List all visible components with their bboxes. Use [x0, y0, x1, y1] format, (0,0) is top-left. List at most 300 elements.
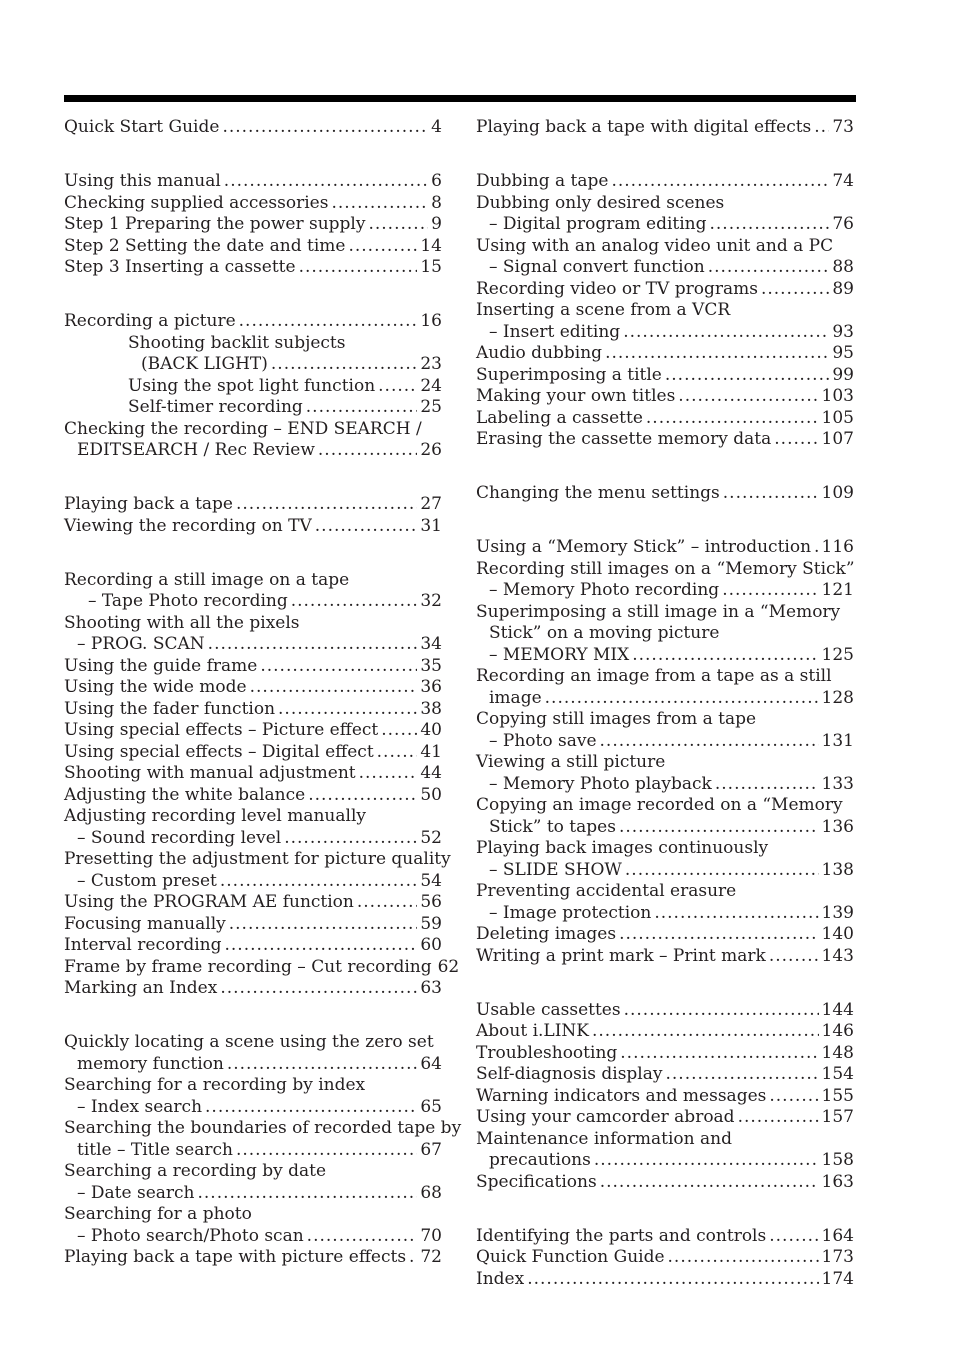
toc-entry-title: Using special effects – Picture effect: [64, 720, 379, 740]
dot-leader: [357, 892, 417, 914]
toc-entry-title: Playing back images continuously: [476, 838, 769, 858]
toc-page-number: 41: [420, 741, 442, 762]
toc-entry-title: Maintenance information and: [476, 1128, 732, 1149]
toc-entry[interactable]: [476, 1107, 854, 1129]
toc-entry-title: Troubleshooting: [476, 1042, 618, 1063]
toc-entry[interactable]: [64, 914, 442, 936]
toc-entry[interactable]: [64, 214, 442, 236]
dot-leader: [710, 214, 830, 236]
toc-entry[interactable]: [64, 397, 442, 419]
toc-entry-title: – SLIDE SHOW: [489, 859, 622, 880]
toc-page-number: 105: [821, 407, 854, 428]
toc-page-number: 38: [420, 698, 442, 719]
toc-page-number: 139: [821, 902, 854, 923]
dot-leader: [600, 731, 819, 753]
toc-entry[interactable]: [476, 1000, 854, 1022]
dot-leader: [331, 193, 428, 215]
toc-entry-title: Using special effects – Digital effect: [64, 741, 374, 762]
toc-entry-title: Step 2 Setting the date and time: [64, 235, 346, 256]
dot-leader: [715, 774, 819, 796]
toc-entry-title: Checking the recording – END SEARCH /: [64, 418, 422, 439]
toc-page-number: 174: [821, 1268, 854, 1289]
toc-entry-title: Using a “Memory Stick” – introduction: [476, 537, 812, 557]
toc-page-number: 99: [832, 364, 854, 385]
toc-entry[interactable]: [64, 1204, 442, 1247]
toc-page-number: 65: [420, 1096, 442, 1117]
toc-entry[interactable]: [476, 752, 854, 795]
toc-entry-title: Quickly locating a scene using the zero set: [64, 1032, 434, 1052]
dot-leader: [605, 343, 829, 365]
dot-leader: [665, 365, 829, 387]
toc-page-number: 16: [420, 311, 442, 331]
toc-entry-title: Making your own titles: [476, 386, 676, 406]
toc-page-number: 8: [431, 192, 442, 213]
toc-page-number: 26: [420, 440, 442, 460]
toc-page-number: 27: [420, 494, 442, 514]
toc-entry[interactable]: [476, 1129, 854, 1172]
toc-entry[interactable]: [64, 1118, 462, 1161]
header-rule: [64, 95, 856, 102]
toc-entry-title: Searching the boundaries of recorded tape by: [64, 1118, 462, 1138]
toc-entry-title: Searching for a photo: [64, 1204, 252, 1224]
toc-entry-title: image: [489, 687, 542, 708]
toc-page-number: 24: [420, 375, 442, 396]
toc-entry[interactable]: [64, 892, 442, 914]
toc-entry-title: Using the guide frame: [64, 655, 258, 676]
toc-entry-title: Self-timer recording: [128, 397, 303, 417]
toc-entry-title: – Memory Photo recording: [489, 580, 720, 600]
toc-entry[interactable]: [476, 236, 854, 279]
toc-entry-title: Labeling a cassette: [476, 407, 643, 428]
toc-page-number: 70: [420, 1225, 442, 1246]
dot-leader: [814, 537, 819, 559]
toc-entry-title: Viewing a still picture: [476, 752, 666, 772]
toc-entry-title: Erasing the cassette memory data: [476, 429, 772, 449]
toc-entry[interactable]: [64, 376, 442, 398]
dot-leader: [620, 1043, 818, 1065]
toc-entry[interactable]: [64, 516, 442, 538]
toc-entry-title: Using the spot light function: [128, 375, 376, 396]
toc-entry-title: About i.LINK: [476, 1021, 589, 1041]
dot-leader: [220, 978, 417, 1000]
dot-leader: [600, 1172, 819, 1194]
dot-leader: [308, 785, 417, 807]
toc-entry[interactable]: [476, 193, 854, 236]
toc-entry-title: Searching for a recording by index: [64, 1075, 366, 1095]
toc-page-number: 158: [821, 1150, 854, 1170]
toc-page-number: 23: [420, 354, 442, 374]
dot-leader: [348, 236, 417, 258]
toc-entry-title: Stick” on a moving picture: [489, 623, 720, 643]
dot-leader: [625, 860, 819, 882]
toc-entry-title: Dubbing a tape: [476, 171, 609, 191]
dot-leader: [224, 935, 417, 957]
toc-entry-title: Superimposing a still image in a “Memory: [476, 601, 841, 622]
toc-entry-title: (BACK LIGHT): [141, 354, 268, 374]
toc-page-number: 93: [832, 321, 854, 342]
toc-entry-title: Superimposing a title: [476, 364, 662, 385]
dot-leader: [278, 699, 417, 721]
toc-entry-title: – Tape Photo recording: [88, 591, 288, 611]
toc-page-number: 4: [431, 117, 442, 137]
toc-entry[interactable]: [64, 333, 442, 376]
toc-entry[interactable]: [64, 193, 442, 215]
dot-leader: [315, 516, 418, 538]
dot-leader: [632, 645, 818, 667]
toc-page-number: 64: [420, 1053, 442, 1074]
toc-entry-title: Interval recording: [64, 935, 222, 955]
toc-page-number: 60: [420, 935, 442, 955]
toc-entry-title: – Memory Photo playback: [489, 773, 712, 794]
toc-page-number: 157: [821, 1107, 854, 1127]
toc-entry-title: Shooting backlit subjects: [128, 332, 346, 353]
toc-entry[interactable]: [64, 849, 451, 892]
toc-entry[interactable]: [64, 699, 442, 721]
toc-page-number: 143: [821, 945, 854, 966]
toc-page-number: 173: [821, 1247, 854, 1267]
toc-entry[interactable]: [476, 1172, 854, 1194]
toc-entry[interactable]: [64, 257, 442, 279]
toc-entry[interactable]: [64, 806, 442, 849]
toc-entry[interactable]: [476, 483, 854, 505]
toc-entry-title: – Insert editing: [489, 321, 621, 342]
toc-entry-title: Adjusting the white balance: [64, 784, 306, 805]
dot-leader: [222, 117, 428, 139]
dot-leader: [769, 1086, 818, 1108]
dot-leader: [318, 440, 417, 462]
toc-page-number: 73: [832, 117, 854, 137]
toc-entry-title: Step 3 Inserting a cassette: [64, 257, 296, 277]
toc-entry[interactable]: [64, 656, 442, 678]
toc-entry[interactable]: [64, 1247, 442, 1269]
toc-entry[interactable]: [476, 117, 854, 139]
toc-page-number: 67: [420, 1139, 442, 1160]
dot-leader: [409, 1247, 417, 1269]
toc-entry-title: – Image protection: [489, 902, 652, 923]
toc-section: [64, 569, 460, 1000]
toc-page-number: 44: [420, 763, 442, 783]
toc-section: [64, 494, 442, 537]
toc-entry[interactable]: [476, 1247, 854, 1269]
toc-page-number: 34: [420, 634, 442, 654]
toc-entry[interactable]: [64, 613, 442, 656]
toc-page-number: 88: [832, 257, 854, 277]
toc-entry-title: – MEMORY MIX: [489, 644, 630, 665]
toc-page-number: 164: [821, 1225, 854, 1246]
toc-entry-title: – Photo save: [489, 730, 597, 751]
toc-entry-title: Stick” to tapes: [489, 816, 616, 837]
toc-entry-title: Recording a picture: [64, 311, 236, 331]
dot-leader: [378, 376, 417, 398]
toc-page-number: 140: [821, 924, 854, 944]
toc-entry-title: Marking an Index: [64, 978, 218, 998]
toc-entry-title: Recording still images on a “Memory Stick”: [476, 558, 855, 579]
toc-page-number: 154: [821, 1064, 854, 1084]
toc-entry[interactable]: [476, 429, 854, 451]
toc-entry[interactable]: [476, 924, 854, 946]
toc-entry[interactable]: [476, 881, 854, 924]
toc-entry[interactable]: [476, 946, 854, 968]
dot-leader: [205, 1097, 417, 1119]
toc-entry-title: EDITSEARCH / Rec Review: [77, 440, 315, 460]
toc-entry-title: title – Title search: [77, 1139, 233, 1160]
dot-leader: [545, 688, 819, 710]
toc-page-number: 146: [821, 1021, 854, 1041]
toc-entry[interactable]: [64, 494, 442, 516]
dot-leader: [668, 1247, 819, 1269]
toc-entry-title: Dubbing only desired scenes: [476, 192, 725, 213]
dot-leader: [814, 117, 829, 139]
toc-entry[interactable]: [64, 1032, 442, 1075]
toc-page-number: 6: [431, 171, 442, 191]
toc-entry-title: Frame by frame recording – Cut recording: [64, 956, 432, 977]
dot-leader: [769, 1226, 818, 1248]
toc-entry-title: precautions: [489, 1150, 591, 1170]
toc-entry-title: Identifying the parts and controls: [476, 1225, 767, 1246]
toc-entry[interactable]: [64, 171, 442, 193]
toc-entry[interactable]: [476, 1226, 854, 1248]
toc-page-number: 56: [420, 892, 442, 912]
toc-section: [476, 1226, 854, 1291]
dot-leader: [678, 386, 818, 408]
dot-leader: [368, 214, 428, 236]
toc-entry[interactable]: [476, 709, 854, 752]
toc-entry[interactable]: [476, 537, 854, 559]
toc-page-number: 107: [821, 429, 854, 449]
toc-entry[interactable]: [64, 763, 442, 785]
toc-page-number: 148: [821, 1042, 854, 1063]
toc-page-number: 68: [420, 1182, 442, 1203]
toc-entry[interactable]: [476, 300, 854, 343]
toc-page-number: 128: [821, 687, 854, 708]
dot-leader: [619, 817, 819, 839]
toc-entry[interactable]: [64, 311, 442, 333]
toc-section: [64, 171, 442, 279]
toc-entry-title: Using the fader function: [64, 698, 276, 719]
toc-entry[interactable]: [476, 1021, 854, 1043]
toc-entry-title: Shooting with all the pixels: [64, 612, 300, 633]
dot-leader: [197, 1183, 417, 1205]
toc-section: [64, 117, 442, 139]
toc-entry[interactable]: [476, 1086, 854, 1108]
dot-leader: [208, 634, 418, 656]
toc-page-number: 95: [832, 343, 854, 363]
toc-entry-title: Copying an image recorded on a “Memory: [476, 795, 843, 815]
dot-leader: [229, 914, 418, 936]
dot-leader: [527, 1269, 818, 1291]
toc-page-number: 14: [420, 235, 442, 256]
toc-page-number: 62: [437, 956, 460, 977]
toc-section: [476, 1000, 854, 1194]
dot-leader: [291, 591, 418, 613]
toc-page-number: 125: [821, 644, 854, 665]
dot-leader: [623, 322, 829, 344]
dot-leader: [307, 1226, 418, 1248]
dot-leader: [619, 924, 818, 946]
toc-entry[interactable]: [476, 666, 854, 709]
dot-leader: [236, 1140, 417, 1162]
toc-entry[interactable]: [64, 677, 442, 699]
toc-entry-title: Self-diagnosis display: [476, 1064, 663, 1084]
dot-leader: [284, 828, 417, 850]
dot-leader: [260, 656, 417, 678]
toc-entry-title: Using your camcorder abroad: [476, 1107, 735, 1127]
toc-entry[interactable]: [476, 343, 854, 365]
toc-entry[interactable]: [476, 795, 854, 838]
toc-entry-title: Deleting images: [476, 924, 617, 944]
toc-entry-title: Shooting with manual adjustment: [64, 763, 356, 783]
toc-entry-title: – Custom preset: [77, 870, 217, 891]
toc-page-number: 32: [420, 591, 442, 611]
toc-page-number: 76: [832, 214, 854, 234]
toc-entry-title: Viewing the recording on TV: [64, 515, 312, 536]
toc-page-number: 50: [420, 784, 442, 805]
dot-leader: [224, 171, 428, 193]
toc-entry-title: Specifications: [476, 1171, 597, 1192]
toc-entry-title: Usable cassettes: [476, 999, 621, 1020]
toc-entry-title: Writing a print mark – Print mark: [476, 945, 766, 966]
toc-entry-title: Index: [476, 1268, 525, 1289]
toc-page-number: 103: [821, 386, 854, 406]
toc-entry[interactable]: [476, 559, 854, 602]
dot-leader: [723, 483, 819, 505]
toc-page-number: 138: [821, 859, 854, 880]
toc-entry[interactable]: [64, 1161, 442, 1204]
dot-leader: [769, 946, 819, 968]
dot-leader: [592, 1021, 819, 1043]
toc-entry[interactable]: [476, 365, 854, 387]
toc-entry-title: Presetting the adjustment for picture quality: [64, 849, 451, 869]
toc-page-number: 109: [821, 483, 854, 503]
toc-page-number: 35: [420, 655, 442, 676]
toc-entry-title: Using the wide mode: [64, 677, 247, 697]
toc-entry[interactable]: [64, 935, 442, 957]
toc-entry-title: Recording a still image on a tape: [64, 569, 350, 590]
toc-entry[interactable]: [476, 171, 854, 193]
dot-leader: [227, 1054, 418, 1076]
dot-leader: [377, 742, 418, 764]
toc-entry[interactable]: [476, 1064, 854, 1086]
toc-page-number: 54: [420, 870, 442, 891]
toc-entry[interactable]: [476, 602, 854, 667]
toc-entry-title: Inserting a scene from a VCR: [476, 300, 731, 320]
dot-leader: [236, 494, 417, 516]
toc-entry[interactable]: [64, 978, 442, 1000]
dot-leader: [761, 279, 829, 301]
toc-page-number: 31: [420, 515, 442, 536]
toc-entry[interactable]: [64, 117, 442, 139]
toc-entry-title: – Index search: [77, 1096, 203, 1117]
toc-entry[interactable]: [64, 720, 442, 742]
toc-entry-title: Warning indicators and messages: [476, 1085, 767, 1106]
dot-leader: [381, 720, 417, 742]
dot-leader: [654, 903, 818, 925]
toc-section: [476, 483, 854, 505]
toc-page-number: 40: [420, 720, 442, 740]
toc-entry-title: memory function: [77, 1053, 224, 1074]
dot-leader: [594, 1150, 819, 1172]
toc-page-number: 121: [821, 580, 854, 600]
toc-entry-title: – Photo search/Photo scan: [77, 1225, 304, 1246]
toc-page-number: 36: [420, 677, 442, 697]
toc-entry-title: Copying still images from a tape: [476, 709, 757, 729]
toc-entry-title: – Sound recording level: [77, 827, 282, 848]
dot-leader: [299, 257, 418, 279]
toc-section: [64, 311, 442, 462]
toc-page-number: 15: [420, 257, 442, 277]
toc-page-number: 133: [821, 773, 854, 794]
dot-leader: [611, 171, 829, 193]
toc-entry-title: Playing back a tape with digital effects: [476, 117, 812, 137]
toc-entry-title: Audio dubbing: [476, 343, 603, 363]
toc-entry-title: Quick Start Guide: [64, 117, 220, 137]
dot-leader: [220, 871, 417, 893]
dot-leader: [646, 408, 819, 430]
toc-page-number: 63: [420, 978, 442, 998]
toc-entry[interactable]: [64, 956, 460, 979]
toc-entry-title: Recording an image from a tape as a still: [476, 666, 832, 686]
toc-entry-title: Searching a recording by date: [64, 1161, 327, 1181]
dot-leader: [624, 1000, 819, 1022]
toc-page-number: 25: [420, 397, 442, 417]
dot-leader: [239, 311, 418, 333]
toc-entry-title: Adjusting recording level manually: [64, 806, 366, 826]
toc-entry[interactable]: [476, 1043, 854, 1065]
dot-leader: [708, 257, 830, 279]
toc-page-number: 144: [821, 999, 854, 1020]
toc-entry-title: Changing the menu settings: [476, 483, 720, 503]
toc-entry[interactable]: [64, 785, 442, 807]
toc-entry-title: Checking supplied accessories: [64, 192, 329, 213]
dot-leader: [738, 1107, 819, 1129]
toc-entry-title: Quick Function Guide: [476, 1247, 665, 1267]
toc-section: [64, 1032, 462, 1269]
toc-page-number: 155: [821, 1085, 854, 1106]
toc-right-column: [476, 117, 854, 1323]
toc-entry[interactable]: [476, 838, 854, 881]
toc-section: [476, 117, 854, 139]
toc-entry[interactable]: [64, 570, 442, 613]
toc-entry-title: Playing back a tape: [64, 494, 233, 514]
toc-entry-title: – PROG. SCAN: [77, 634, 205, 654]
toc-left-column: [64, 117, 462, 1301]
toc-entry-title: – Date search: [77, 1182, 195, 1203]
toc-entry-title: Preventing accidental erasure: [476, 881, 737, 901]
toc-page-number: 131: [821, 730, 854, 751]
toc-page-number: 136: [821, 816, 854, 837]
toc-entry[interactable]: [476, 408, 854, 430]
toc-section: [476, 171, 854, 451]
toc-entry[interactable]: [64, 1075, 442, 1118]
toc-entry-title: Using with an analog video unit and a PC: [476, 235, 834, 256]
dot-leader: [774, 429, 818, 451]
toc-entry-title: Using the PROGRAM AE function: [64, 892, 354, 912]
toc-section: [476, 537, 854, 967]
toc-page-number: 163: [821, 1171, 854, 1192]
toc-entry-title: – Signal convert function: [489, 257, 705, 277]
toc-entry-title: – Digital program editing: [489, 214, 707, 234]
toc-entry[interactable]: [64, 742, 442, 764]
dot-leader: [306, 397, 418, 419]
toc-entry[interactable]: [476, 279, 854, 301]
dot-leader: [271, 354, 417, 376]
toc-entry[interactable]: [476, 1269, 854, 1291]
toc-entry-title: Playing back a tape with picture effects: [64, 1247, 407, 1267]
toc-entry[interactable]: [476, 386, 854, 408]
toc-entry[interactable]: [64, 236, 442, 258]
toc-entry[interactable]: [64, 419, 442, 462]
toc-entry-title: Focusing manually: [64, 913, 226, 934]
